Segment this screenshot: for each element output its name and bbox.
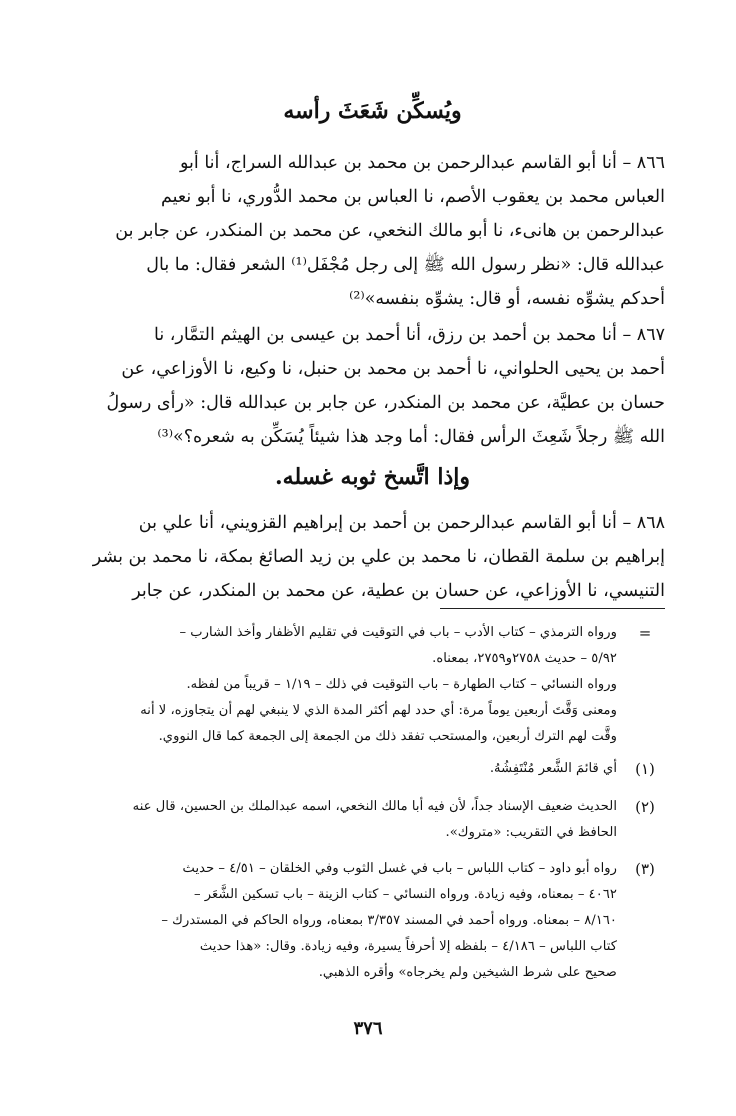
text-line: وقَّت لهم الترك أربعين، والمستحب تفقد ذلك من الجمعة إلى الجمعة كما قال النووي.	[158, 729, 617, 744]
footnote-number: (٢)	[635, 798, 655, 816]
footnote-number: (١)	[635, 760, 655, 778]
text-line: أحدكم يشوِّه نفسه، أو قال: يشوِّه بنفسه»⁽²⁾	[349, 289, 665, 309]
text-line: كتاب اللباس – ٤/١٨٦ – بلفظه إلا أحرفاً يسيرة، وفيه زيادة. وقال: «هذا حديث	[199, 939, 617, 954]
text-line: الحافظ في التقريب: «متروك».	[445, 825, 617, 840]
footnote-divider	[440, 608, 665, 609]
text-line: رواه أبو داود – كتاب اللباس – باب في غسل الثوب وفي الخلقان – ٤/٥١ – حديث	[182, 861, 617, 876]
text-line: حسان بن عطيَّة، عن محمد بن المنكدر، عن جابر بن عبدالله قال: «رأى رسولُ	[106, 393, 665, 413]
text-line: إبراهيم بن سلمة القطان، نا محمد بن علي بن زيد الصائغ بمكة، نا محمد بن بشر	[92, 547, 665, 567]
text-line: ٥/٩٢ – حديث ٢٧٥٨و٢٧٥٩، بمعناه.	[432, 651, 617, 666]
hadith-868	[80, 506, 665, 608]
text-line: الحديث ضعيف الإسناد جداً، لأن فيه أبا مالك النخعي، اسمه عبدالملك بن الحسين، قال عنه	[132, 799, 617, 814]
text-line: العباس محمد بن يعقوب الأصم، نا العباس بن محمد الدُّوري، نا أبو نعيم	[160, 187, 665, 207]
text-line: ٤٠٦٢ – بمعناه، وفيه زيادة. ورواه النسائي – كتاب الزينة – باب تسكين الشَّعَر –	[193, 887, 617, 902]
footnote-text	[80, 794, 617, 846]
text-line: ومعنى وَقَّتَ أربعين يوماً مرة: أي حدد لهم أكثر المدة الذي لا ينبغي لهم أن يتجاوزه، لا أنه	[140, 703, 617, 718]
footnote-text	[80, 856, 617, 986]
text-line: عبدالله قال: «نظر رسول الله ﷺ إلى رجل مُجْفَل⁽¹⁾ الشعر فقال: ما بال	[146, 255, 665, 275]
footnote-text	[80, 756, 617, 782]
footnote-text	[80, 620, 617, 750]
text-line: أي قائمَ الشَّعر مُنْتَفِشُهُ.	[489, 761, 617, 776]
text-line: ٨٦٨ – أنا أبو القاسم عبدالرحمن بن أحمد بن إبراهيم القزويني، أنا علي بن	[138, 513, 665, 533]
text-line: ٨٦٦ – أنا أبو القاسم عبدالرحمن بن محمد بن عبدالله السراج، أنا أبو	[180, 153, 665, 173]
text-line: التنيسي، نا الأوزاعي، عن حسان بن عطية، عن محمد بن المنكدر، عن جابر	[132, 581, 665, 601]
section-heading: ويُسكِّن شَعَثَ رأسه	[283, 98, 462, 124]
hadith-867	[80, 318, 665, 454]
continuation-mark: =	[638, 624, 652, 642]
text-line: ٨/١٦٠ – بمعناه. ورواه أحمد في المسند ٣/٣٥٧ بمعناه، ورواه الحاكم في المستدرك –	[161, 913, 617, 928]
footnote-number: (٣)	[635, 860, 655, 878]
text-line: صحيح على شرط الشيخين ولم يخرجاه» وأقره الذهبي.	[318, 965, 617, 980]
text-line: أحمد بن يحيى الحلواني، نا أحمد بن محمد بن حنبل، نا وكيع، نا الأوزاعي، عن	[121, 359, 665, 379]
text-line: الله ﷺ رجلاً شَعِثَ الرأس فقال: أما وجد هذا شيئاً يُسَكِّن به شعره؟»⁽³⁾	[157, 427, 665, 447]
text-line: ورواه الترمذي – كتاب الأدب – باب في التوقيت في تقليم الأظفار وأخذ الشارب –	[179, 625, 617, 640]
section-heading: وإذا اتَّسخ ثوبه غسله.	[275, 464, 470, 490]
text-line: ٨٦٧ – أنا محمد بن أحمد بن رزق، أنا أحمد بن عيسى بن الهيثم التمَّار، نا	[154, 325, 665, 345]
footnotes	[80, 620, 665, 1000]
hadith-866	[80, 146, 665, 316]
text-line: عبدالرحمن بن هانىء، نا أبو مالك النخعي، عن محمد بن المنكدر، عن جابر بن	[115, 221, 665, 241]
page-number: ٣٧٦	[353, 1018, 383, 1039]
text-line: ورواه النسائي – كتاب الطهارة – باب التوقيت في ذلك – ١/١٩ – قريباً من لفظه.	[186, 677, 617, 692]
